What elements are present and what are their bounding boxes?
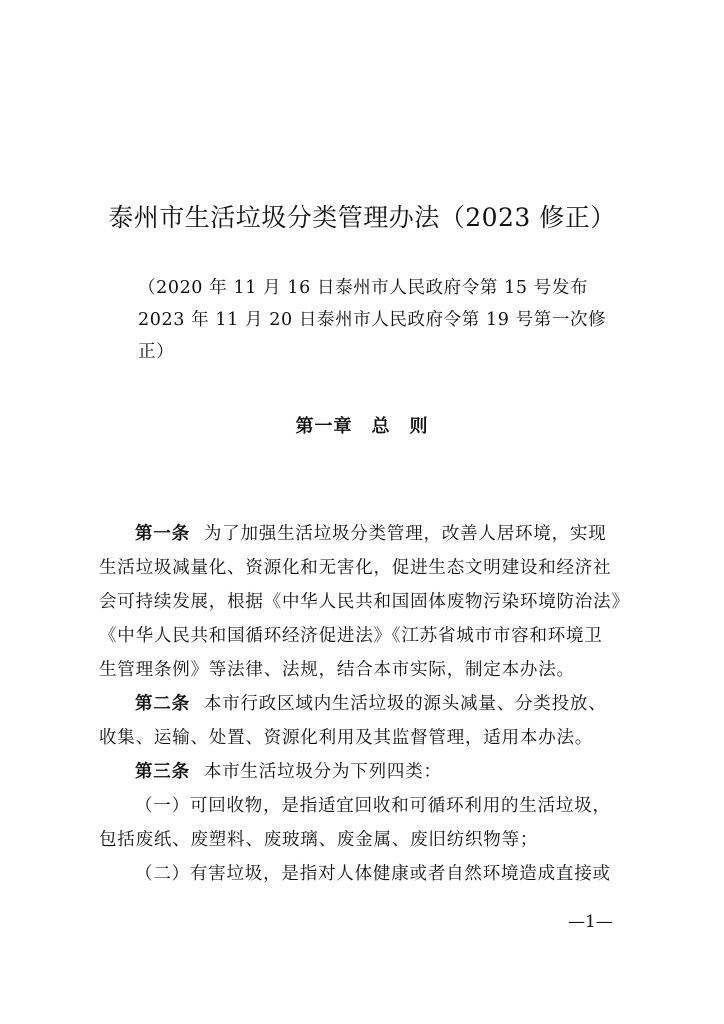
paragraph-line: 本市生活垃圾分为下列四类： [203, 762, 442, 782]
article-3-first-line [99, 755, 639, 789]
document-title: 泰州市生活垃圾分类管理办法（2023 修正） [108, 203, 616, 232]
paragraph-line: 会可持续发展，根据《中华人民共和国固体废物污染环境防治法》 [99, 592, 630, 612]
paragraph-line: 生活垃圾减量化、资源化和无害化，促进生态文明建设和经济社 [99, 558, 612, 578]
document-body [99, 517, 639, 891]
list-item-line: 包括废纸、废塑料、废玻璃、废金属、废旧纺织物等； [99, 830, 539, 850]
issuance-note [138, 272, 608, 368]
paragraph-line: 为了加强生活垃圾分类管理，改善人居环境，实现 [203, 524, 607, 544]
list-item-line: （一）可回收物，是指适宜回收和可循环利用的生活垃圾， [135, 796, 611, 816]
paragraph-line: 生管理条例》等法律、法规，结合本市实际，制定本办法。 [99, 660, 575, 680]
article-1-first-line [99, 517, 639, 551]
issuance-line: （2020 年 11 月 16 日泰州市人民政府令第 15 号发布 [138, 278, 589, 298]
issuance-line: 正） [138, 342, 175, 362]
paragraph-line: 《中华人民共和国循环经济促进法》《江苏省城市市容和环境卫 [99, 626, 603, 646]
article-2-first-line [99, 687, 639, 721]
article-3-label: 第三条 [135, 762, 190, 782]
paragraph-line: 本市行政区域内生活垃圾的源头减量、分类投放、 [203, 694, 607, 714]
chapter-heading: 第一章 总 则 [295, 416, 429, 437]
issuance-line: 2023 年 11 月 20 日泰州市人民政府令第 19 号第一次修 [138, 310, 607, 330]
article-2-label: 第二条 [135, 694, 190, 714]
paragraph-line: 收集、运输、处置、资源化利用及其监督管理，适用本办法。 [99, 728, 594, 748]
list-item-line: （二）有害垃圾，是指对人体健康或者自然环境造成直接或 [135, 864, 611, 884]
page-number: —1— [568, 912, 613, 932]
article-1-label: 第一条 [135, 524, 190, 544]
